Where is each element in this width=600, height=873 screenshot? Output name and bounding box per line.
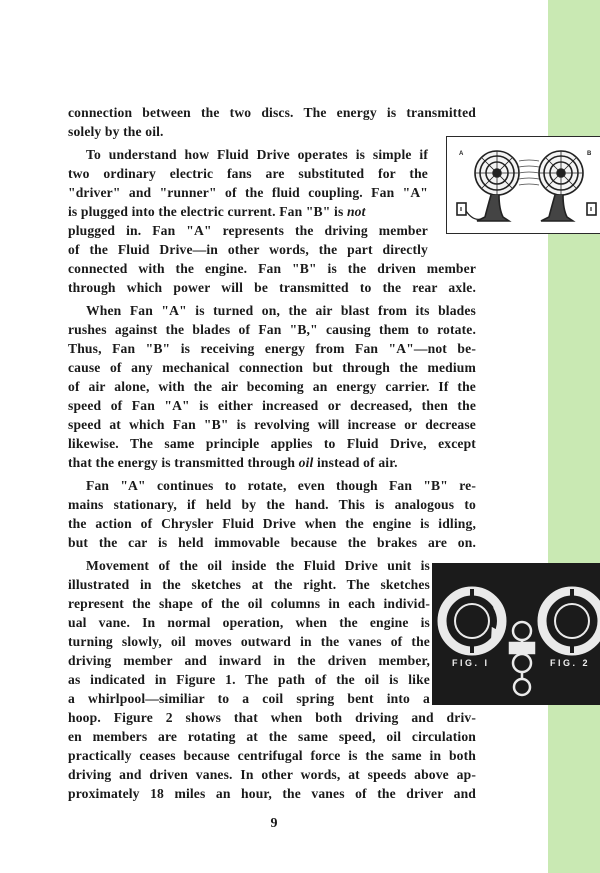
text-line: represent the shape of the oil columns in each individ-: [68, 596, 430, 611]
text-span: instead of air.: [313, 455, 398, 470]
text-line: two ordinary electric fans are substituted for the: [68, 166, 428, 181]
text-line: as indicated in Figure 1. The path of the oil is like: [68, 672, 430, 687]
oil-vanes-illustration: [432, 563, 600, 705]
text-line: through which power will be transmitted to the rear axle.: [68, 280, 476, 295]
text-line: solely by the oil.: [68, 124, 164, 139]
text-line: connection between the two discs. The energy is transmitted: [68, 105, 476, 120]
text-line: connected with the engine. Fan "B" is the driven member: [68, 261, 476, 276]
text-line: the action of Chrysler Fluid Drive when the engine is idling,: [68, 516, 476, 531]
text-line: driving member and inward in the driven member,: [68, 653, 430, 668]
text-line: en members are rotating at the same speed, oil circulation: [68, 729, 476, 744]
text-line: practically ceases because centrifugal force is the same in both: [68, 748, 476, 763]
text-line: [68, 202, 366, 221]
text-line: rushes against the blades of Fan "B," causing them to rotate.: [68, 322, 476, 337]
page-number: 9: [270, 816, 278, 831]
text-line: turning slowly, oil moves outward in the vanes of the: [68, 634, 430, 649]
text-line: driving and driven vanes. In other words, at speeds above ap-: [68, 767, 476, 782]
text-line: but the car is held immovable because the brakes are on.: [68, 535, 476, 550]
fan-a-label: A: [459, 151, 464, 157]
fans-illustration: [446, 136, 600, 234]
text-line: hoop. Figure 2 shows that when both driving and driv-: [68, 710, 476, 725]
text-line: [68, 453, 398, 472]
text-line: ual vane. In normal operation, when the engine is: [68, 615, 430, 630]
text-line: speed at which Fan "B" is revolving will increase or decrease: [68, 417, 476, 432]
text-line: of the Fluid Drive—in other words, the part directly: [68, 242, 428, 257]
fan-b-label: B: [587, 151, 592, 157]
coil-spring-icon: [510, 622, 534, 695]
fans-drawing: [447, 137, 600, 235]
text-line: speed of Fan "A" is either increased or decreased, then the: [68, 398, 476, 413]
fig1-caption: FIG. I: [452, 658, 490, 668]
text-line: "driver" and "runner" of the fluid coupling. Fan "A": [68, 185, 428, 200]
text-line: of air alone, with the air becoming an energy carrier. If the: [68, 379, 476, 394]
fig2-caption: FIG. 2: [550, 658, 591, 668]
text-line: plugged in. Fan "A" represents the driving member: [68, 223, 428, 238]
fan-b-icon: [539, 151, 596, 221]
text-span: that the energy is transmitted through: [68, 455, 299, 470]
text-line: Fan "A" continues to rotate, even though Fan "B" re-: [86, 478, 476, 493]
vanes-drawing: [432, 563, 600, 705]
text-line: mains stationary, if held by the hand. This is analogous to: [68, 497, 476, 512]
fan-a-icon: [457, 151, 519, 221]
text-line: a whirlpool—similiar to a coil spring bent into a: [68, 691, 430, 706]
green-margin-strip: [548, 0, 600, 873]
text-line: To understand how Fluid Drive operates is simple if: [86, 147, 428, 162]
text-line: proximately 18 miles an hour, the vanes of the driver and: [68, 786, 476, 801]
text-line: Thus, Fan "B" is receiving energy from Fan "A"—not be-: [68, 341, 476, 356]
air-blast-lines: [519, 160, 539, 185]
emphasis: oil: [298, 455, 314, 470]
emphasis: not: [346, 204, 366, 219]
text-line: likewise. The same principle applies to Fluid Drive, except: [68, 436, 476, 451]
text-line: When Fan "A" is turned on, the air blast from its blades: [86, 303, 476, 318]
text-line: cause of any mechanical connection but through the medium: [68, 360, 476, 375]
fig2-vane-ring: [542, 589, 600, 653]
fig1-vane-ring: [442, 589, 502, 653]
text-line: Movement of the oil inside the Fluid Drive unit is: [86, 558, 430, 573]
text-span: is plugged into the electric current. Fan "B" is: [68, 204, 347, 219]
text-line: illustrated in the sketches at the right. The sketches: [68, 577, 430, 592]
